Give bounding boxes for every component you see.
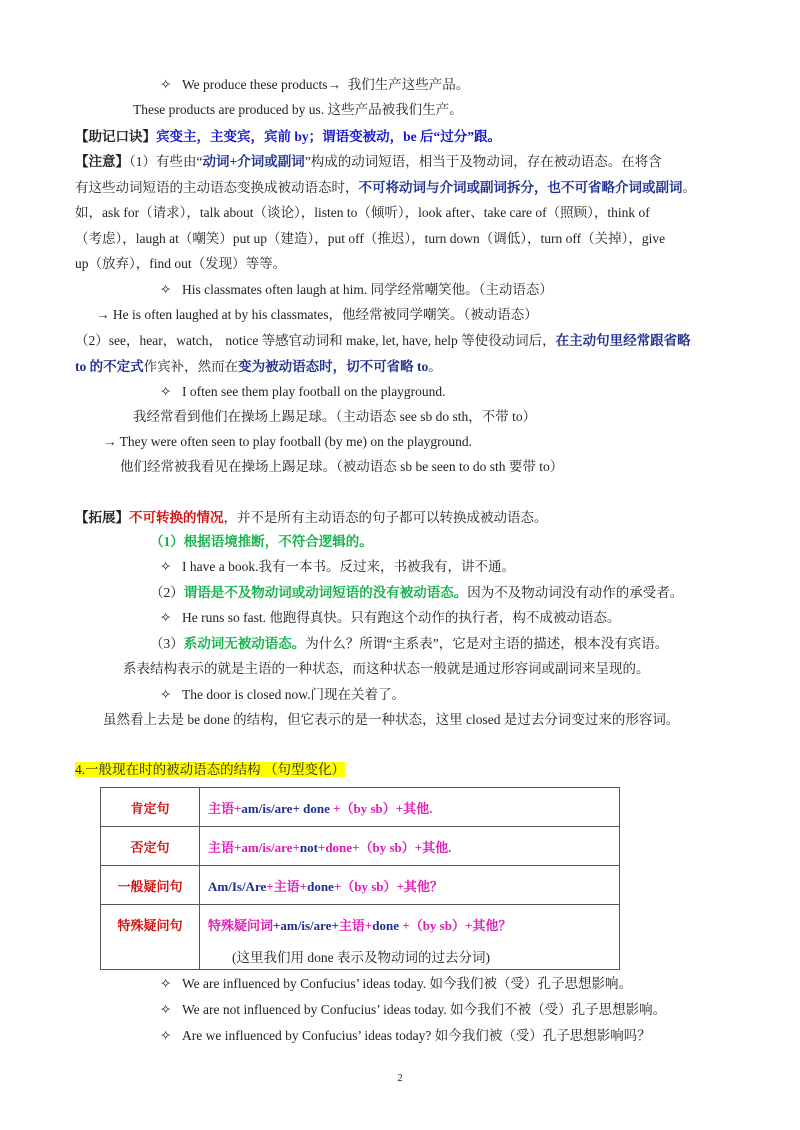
point-2-line-2: to 的不定式作宾补，然而在变为被动语态时，切不可省略 to。	[75, 359, 442, 374]
example-sentence: ✧ I have a book.我有一本书。反过来，书被我有，讲不通。	[160, 557, 515, 577]
example-sentence: ✧ He runs so fast. 他跑得真快。只有跑这个动作的执行者，构不成被动语态。	[160, 608, 620, 628]
example-passive: → He is often laughed at by his classmates，他经常被同学嘲笑。（被动语态）	[96, 307, 538, 322]
diamond-bullet-icon: ✧	[160, 559, 172, 574]
example-sentence: ✧ We are not influenced by Confucius’ ideas today. 如今我们不被（受）孔子思想影响。	[160, 1000, 666, 1020]
extension-point-3-continued: 系表结构表示的就是主语的一种状态，而这种状态一般就是通过形容词或副词来呈现的。	[123, 661, 650, 676]
note-line-1: 【注意】（1）有些由“动词+介词或副词”构成的动词短语，相当于及物动词，存在被动语态。在将含	[75, 154, 662, 169]
diamond-bullet-icon: ✧	[160, 1028, 172, 1043]
page-number: 2	[397, 1072, 403, 1084]
note-line-2: 有这些动词短语的主动语态变换成被动语态时，不可将动词与介词或副词拆分，也不可省略介词或副词。	[75, 180, 696, 195]
section-4-heading: 4.一般现在时的被动语态的结构 （句型变化）	[75, 762, 345, 777]
table-row	[101, 866, 620, 905]
formula-cell: Am/Is/Are+主语+done+（by sb）+其他？	[200, 866, 620, 905]
diamond-bullet-icon: ✧	[160, 1002, 172, 1017]
row-label: 一般疑问句	[101, 866, 200, 905]
table-row	[101, 827, 620, 866]
example-active: ✧ I often see them play football on the playground.	[160, 382, 446, 402]
mnemonic: 【助记口诀】宾变主，主变宾，宾前 by；谓语变被动，be 后“过分”跟。	[75, 129, 502, 144]
diamond-bullet-icon: ✧	[160, 687, 172, 702]
example-sentence: ✧ We produce these products→ 我们生产这些产品。	[160, 75, 469, 95]
note-line-4: （考虑），laugh at（嘲笑）put up（建造），put off（推迟），turn down（调低），turn off（关掉），give	[75, 231, 666, 246]
table-note: (这里我们用 done 表示及物动词的过去分词)	[232, 950, 490, 965]
extension-point-1: （1）根据语境推断，不符合逻辑的。	[150, 534, 373, 549]
extension-point-2: （2）谓语是不及物动词或动词短语的没有被动语态。因为不及物动词没有动作的承受者。	[150, 585, 684, 600]
row-label: 肯定句	[101, 788, 200, 827]
example-translation: 他们经常被我看见在操场上踢足球。（被动语态 sb be seen to do sth 要带 to）	[120, 459, 564, 474]
structure-table	[100, 787, 620, 970]
diamond-bullet-icon: ✧	[160, 384, 172, 399]
extension-point-3: （3）系动词无被动语态。为什么？所谓“主系表”，它是对主语的描述，根本没有宾语。	[150, 636, 669, 651]
diamond-bullet-icon: ✧	[160, 976, 172, 991]
example-sentence: ✧ Are we influenced by Confucius’ ideas today? 如今我们被（受）孔子思想影响吗？	[160, 1026, 651, 1046]
extension-note: 虽然看上去是 be done 的结构，但它表示的是一种状态，这里 closed 是过去分词变过来的形容词。	[103, 712, 680, 727]
example-passive: These products are produced by us. 这些产品被我们生产。	[133, 102, 463, 117]
table-row	[101, 788, 620, 827]
example-translation: 我经常看到他们在操场上踢足球。（主动语态 see sb do sth，不带 to）	[133, 409, 537, 424]
note-line-5: up（放弃），find out（发现）等等。	[75, 256, 287, 271]
row-label: 否定句	[101, 827, 200, 866]
example-passive: → They were often seen to play football (by me) on the playground.	[103, 434, 473, 449]
note-line-3: 如，ask for（请求），talk about（谈论），listen to（倾听），look after、take care of（照顾），think of	[75, 205, 650, 220]
diamond-bullet-icon: ✧	[160, 77, 172, 92]
formula-cell: 主语+am/is/are+ done +（by sb）+其他.	[200, 788, 620, 827]
example-sentence: ✧ We are influenced by Confucius’ ideas today. 如今我们被（受）孔子思想影响。	[160, 974, 632, 994]
extension-heading: 【拓展】不可转换的情况，并不是所有主动语态的句子都可以转换成被动语态。	[75, 510, 548, 525]
example-active: ✧ His classmates often laugh at him. 同学经常嘲笑他。（主动语态）	[160, 280, 553, 300]
formula-cell: 主语+am/is/are+not+done+（by sb）+其他.	[200, 827, 620, 866]
row-label: 特殊疑问句	[101, 905, 200, 970]
point-2-line-1: （2）see，hear，watch， notice 等感官动词和 make, let, have, help 等使役动词后，在主动句里经常跟省略	[75, 333, 691, 348]
diamond-bullet-icon: ✧	[160, 610, 172, 625]
example-sentence: ✧ The door is closed now.门现在关着了。	[160, 685, 405, 705]
formula-cell: 特殊疑问词+am/is/are+主语+done +（by sb）+其他？	[200, 905, 620, 970]
diamond-bullet-icon: ✧	[160, 282, 172, 297]
